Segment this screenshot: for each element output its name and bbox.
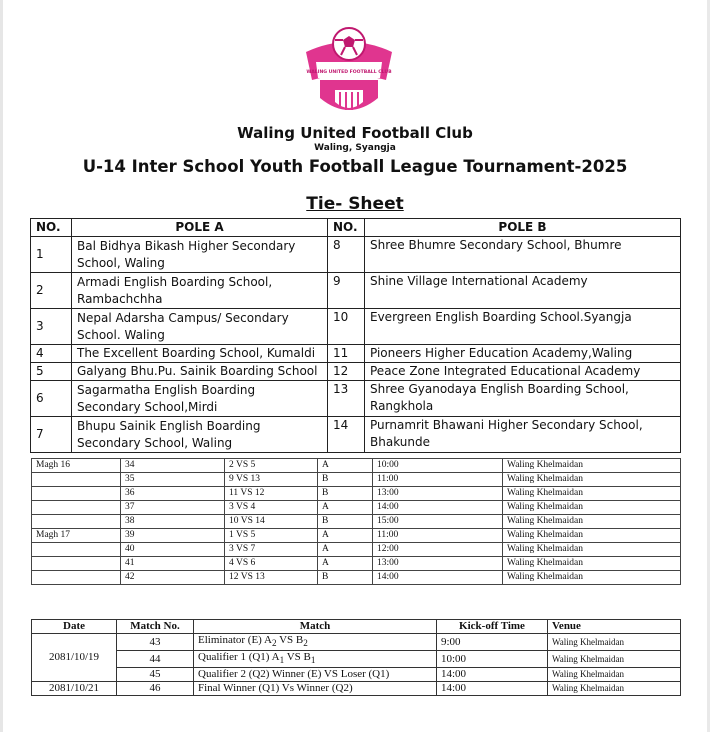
pole-a-school: Bhupu Sainik English Boarding Secondary School, Waling [72, 417, 328, 453]
finals-time: 14:00 [437, 682, 548, 696]
match-time: 14:00 [373, 501, 503, 515]
subscript: 1 [279, 655, 285, 666]
finals-match: Qualifier 2 (Q2) Winner (E) VS Loser (Q1) [194, 668, 437, 682]
pole-b-no: 9 [328, 273, 365, 309]
match-text: Qualifier 1 (Q1) A [198, 651, 280, 664]
match-venue: Waling Khelmaidan [503, 543, 681, 557]
match-date: Magh 17 [32, 529, 121, 543]
pole-row [31, 381, 681, 417]
pole-b-no: 10 [328, 309, 365, 345]
match-time: 12:00 [373, 543, 503, 557]
match-venue: Waling Khelmaidan [503, 459, 681, 473]
pole-row [31, 273, 681, 309]
match-teams: 3 VS 4 [225, 501, 318, 515]
pole-a-no: 4 [31, 345, 72, 363]
match-text: VS B [284, 651, 311, 664]
finals-header-row [32, 620, 681, 634]
pole-b-school: Shree Gyanodaya English Boarding School, Rangkhola [365, 381, 681, 417]
match-venue: Waling Khelmaidan [503, 473, 681, 487]
match-date [32, 501, 121, 515]
pole-b-no: 13 [328, 381, 365, 417]
header-match-no: Match No. [117, 620, 194, 634]
header-pole-a: POLE A [72, 219, 328, 237]
finals-no: 46 [117, 682, 194, 696]
match-venue: Waling Khelmaidan [503, 529, 681, 543]
pole-row [31, 363, 681, 381]
match-text: VS B [276, 634, 304, 646]
tournament-title: U-14 Inter School Youth Football League Tournament-2025 [82, 157, 628, 176]
finals-venue: Waling Khelmaidan [548, 634, 681, 651]
pole-table [30, 218, 681, 453]
match-teams: 9 VS 13 [225, 473, 318, 487]
subscript: 1 [310, 655, 316, 666]
match-date [32, 473, 121, 487]
match-time: 13:00 [373, 557, 503, 571]
match-text: Eliminator (E) A [198, 634, 272, 646]
pole-a-school: Galyang Bhu.Pu. Sainik Boarding School [72, 363, 328, 381]
table-row [32, 487, 681, 501]
match-venue: Waling Khelmaidan [503, 557, 681, 571]
match-venue: Waling Khelmaidan [503, 571, 681, 585]
match-no: 40 [121, 543, 225, 557]
pole-a-school: Armadi English Boarding School, Rambachchha [72, 273, 328, 309]
header-kickoff: Kick-off Time [437, 620, 548, 634]
club-location: Waling, Syangja [314, 143, 396, 153]
match-pole: A [318, 557, 373, 571]
match-no: 36 [121, 487, 225, 501]
match-no: 34 [121, 459, 225, 473]
finals-time: 10:00 [437, 651, 548, 668]
finals-no: 45 [117, 668, 194, 682]
pole-b-no: 12 [328, 363, 365, 381]
pole-b-no: 14 [328, 417, 365, 453]
header-match: Match [194, 620, 437, 634]
match-venue: Waling Khelmaidan [503, 501, 681, 515]
pole-b-school: Evergreen English Boarding School.Syangja [365, 309, 681, 345]
match-date [32, 557, 121, 571]
table-row [32, 571, 681, 585]
table-row [32, 682, 681, 696]
match-teams: 2 VS 5 [225, 459, 318, 473]
finals-date: 2081/10/19 [32, 634, 117, 682]
match-pole: A [318, 529, 373, 543]
club-name: Waling United Football Club [237, 124, 473, 142]
table-row [32, 515, 681, 529]
match-pole: B [318, 571, 373, 585]
pole-b-no: 8 [328, 237, 365, 273]
match-time: 15:00 [373, 515, 503, 529]
pole-a-school: Bal Bidhya Bikash Higher Secondary School, Waling [72, 237, 328, 273]
pole-row [31, 237, 681, 273]
finals-venue: Waling Khelmaidan [548, 668, 681, 682]
pole-b-school: Pioneers Higher Education Academy,Waling [365, 345, 681, 363]
subscript: 2 [271, 638, 277, 649]
match-time: 13:00 [373, 487, 503, 501]
pole-header-row [31, 219, 681, 237]
match-schedule-table [31, 458, 681, 585]
finals-match [194, 651, 437, 668]
pole-a-no: 6 [31, 381, 72, 417]
finals-no: 43 [117, 634, 194, 651]
finals-match: Final Winner (Q1) Vs Winner (Q2) [194, 682, 437, 696]
pole-b-school: Shree Bhumre Secondary School, Bhumre [365, 237, 681, 273]
finals-date: 2081/10/21 [32, 682, 117, 696]
table-row [32, 529, 681, 543]
match-date: Magh 16 [32, 459, 121, 473]
finals-time: 14:00 [437, 668, 548, 682]
match-teams: 4 VS 6 [225, 557, 318, 571]
finals-venue: Waling Khelmaidan [548, 651, 681, 668]
match-date [32, 487, 121, 501]
match-pole: B [318, 487, 373, 501]
match-pole: B [318, 515, 373, 529]
match-no: 35 [121, 473, 225, 487]
header-no-a: NO. [31, 219, 72, 237]
pole-a-school: Nepal Adarsha Campus/ Secondary School. Waling [72, 309, 328, 345]
table-row [32, 459, 681, 473]
header-pole-b: POLE B [365, 219, 681, 237]
finals-time: 9:00 [437, 634, 548, 651]
match-pole: A [318, 501, 373, 515]
match-pole: A [318, 543, 373, 557]
finals-venue: Waling Khelmaidan [548, 682, 681, 696]
match-teams: 11 VS 12 [225, 487, 318, 501]
match-time: 14:00 [373, 571, 503, 585]
pole-a-school: The Excellent Boarding School, Kumaldi [72, 345, 328, 363]
logo-text: WALING UNITED FOOTBALL CLUB [306, 70, 392, 75]
table-row [32, 634, 681, 651]
header-date: Date [32, 620, 117, 634]
pole-row [31, 345, 681, 363]
match-time: 10:00 [373, 459, 503, 473]
match-no: 38 [121, 515, 225, 529]
match-no: 41 [121, 557, 225, 571]
club-logo [302, 22, 396, 122]
sheet-title: Tie- Sheet [306, 194, 404, 214]
finals-no: 44 [117, 651, 194, 668]
pole-b-no: 11 [328, 345, 365, 363]
match-date [32, 571, 121, 585]
match-teams: 12 VS 13 [225, 571, 318, 585]
match-teams: 1 VS 5 [225, 529, 318, 543]
header-no-b: NO. [328, 219, 365, 237]
pole-row [31, 309, 681, 345]
subscript: 2 [303, 638, 308, 649]
pole-row [31, 417, 681, 453]
finals-match [194, 634, 437, 651]
match-teams: 10 VS 14 [225, 515, 318, 529]
match-teams: 3 VS 7 [225, 543, 318, 557]
match-pole: B [318, 473, 373, 487]
match-no: 42 [121, 571, 225, 585]
table-row [32, 473, 681, 487]
pole-a-no: 7 [31, 417, 72, 453]
table-row [32, 543, 681, 557]
pole-a-school: Sagarmatha English Boarding Secondary School,Mirdi [72, 381, 328, 417]
pole-a-no: 2 [31, 273, 72, 309]
table-row [32, 557, 681, 571]
pole-b-school: Shine Village International Academy [365, 273, 681, 309]
table-row [32, 668, 681, 682]
match-pole: A [318, 459, 373, 473]
match-no: 37 [121, 501, 225, 515]
table-row [32, 651, 681, 668]
pole-a-no: 5 [31, 363, 72, 381]
match-time: 11:00 [373, 529, 503, 543]
pole-b-school: Purnamrit Bhawani Higher Secondary School, Bhakunde [365, 417, 681, 453]
pole-a-no: 3 [31, 309, 72, 345]
table-row [32, 501, 681, 515]
match-venue: Waling Khelmaidan [503, 487, 681, 501]
match-date [32, 543, 121, 557]
match-venue: Waling Khelmaidan [503, 515, 681, 529]
match-date [32, 515, 121, 529]
match-no: 39 [121, 529, 225, 543]
header-venue: Venue [548, 620, 681, 634]
pole-a-no: 1 [31, 237, 72, 273]
pole-b-school: Peace Zone Integrated Educational Academy [365, 363, 681, 381]
finals-table [31, 619, 681, 696]
match-time: 11:00 [373, 473, 503, 487]
